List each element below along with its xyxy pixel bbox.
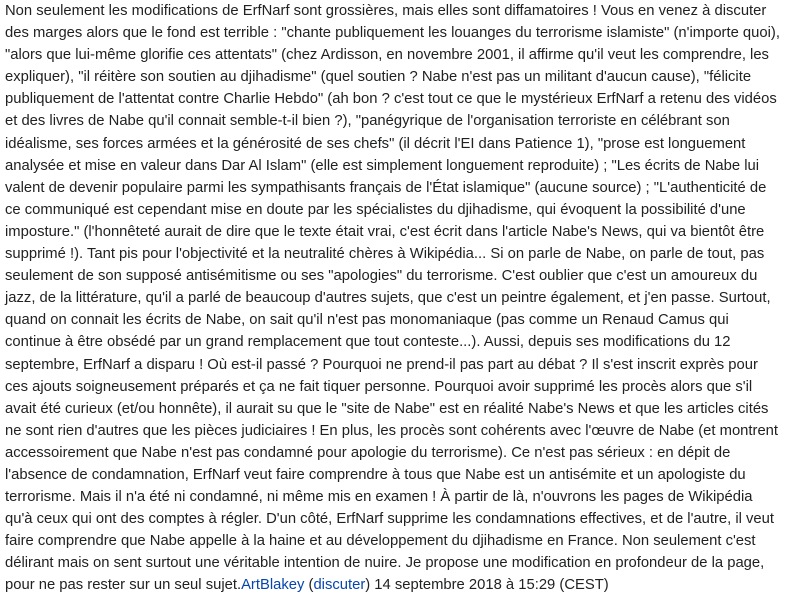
user-talk-link[interactable]: discuter: [313, 577, 366, 594]
comment-text: Non seulement les modifications de ErfNarf sont grossières, mais elles sont diffamatoires ! Vous en venez à discuter des marges alors que le fond est terrible : "chante publiquement les louanges du terrorisme islamiste" (n'importe quoi), "alors que lui-même glorifie ces attentats" (chez Ardisson, en novembre 2001, il affirme qu'il veut les comprendre, les expliquer), "il réitère son soutien au djihadisme" (quel soutien ? Nabe n'est pas un militant d'aucun cause), "félicite publiquement de l'attentat contre Charlie Hebdo" (ah bon ? c'est tout ce que le mystérieux ErfNarf a retenu des vidéos et des livres de Nabe qu'il connait semble-t-il bien ?), "panégyrique de l'organisation terroriste en célébrant son idéalisme, ses forces armées et la générosité de ses chefs" (il décrit l'EI dans Patience 1), "prose est longuement analysée et mise en valeur dans Dar Al Islam" (elle est simplement longuement reproduite) ; "Les écrits de Nabe lui valent de devenir populaire parmi les sympathisants français de l'État islamique" (aucune source) ; "L'authenticité de ce communiqué est cependant mise en doute par les spécialistes du djihadisme, qui évoquent la possibilité d'une imposture." (l'honnêteté aurait de dire que le texte était vrai, c'est écrit dans l'article Nabe's News, qui va bientôt être supprimé !). Tant pis pour l'objectivité et la neutralité chères à Wikipédia... Si on parle de Nabe, on parle de tout, pas seulement de son supposé antisémitisme ou ses "apologies" du terrorisme. C'est oublier que c'est un amoureux du jazz, de la littérature, qu'il a parlé de beaucoup d'autres sujets, que c'est un peintre également, et j'en passe. Surtout, quand on connait les écrits de Nabe, on sait qu'il n'est pas monomaniaque (pas comme un Renaud Camus qui continue à être obsédé par un grand remplacement que tout conteste...). Aussi, depuis ses modifications du 12 septembre, ErfNarf a disparu ! Où est-il passé ? Pourquoi ne prend-il pas part au débat ? Il s'est inscrit exprès pour ces ajouts soigneusement préparés et ça ne fait tiquer personne. Pourquoi avoir supprimé les procès alors que s'il avait été curieux (et/ou honnête), il aurait su que le "site de Nabe" est en réalité Nabe's News et que les articles cités ne sont rien d'autres que les pièces judiciaires ! En plus, les procès sont cohérents avec l'œuvre de Nabe (et montrent accessoirement que Nabe n'est pas condamné pour apologie du terrorisme). Ce n'est pas sérieux : en dépit de l'absence de condamnation, ErfNarf veut faire comprendre à tous que Nabe est un antisémite et un apologiste du terrorisme. Mais il n'a été ni condamné, ni même mis en examen ! À partir de là, n'ouvrons les pages de Wikipédia qu'à ceux qui ont des comptes à régler. D'un côté, ErfNarf supprime les condamnations effectives, et de l'autre, il veut faire comprendre que Nabe appelle à la haine et au développement du djihadisme en France. Non seulement c'est délirant mais on sent surtout une véritable intention de nuire. Je propose une modification en profondeur de la page, pour ne pas rester sur un seul sujet.: [5, 3, 780, 594]
talk-paren-open: (: [304, 577, 314, 594]
comment-timestamp: 14 septembre 2018 à 15:29 (CEST): [370, 577, 609, 594]
comment-paragraph: [5, 0, 783, 597]
talk-paren-close: ): [365, 577, 371, 594]
user-link[interactable]: ArtBlakey: [241, 577, 305, 594]
